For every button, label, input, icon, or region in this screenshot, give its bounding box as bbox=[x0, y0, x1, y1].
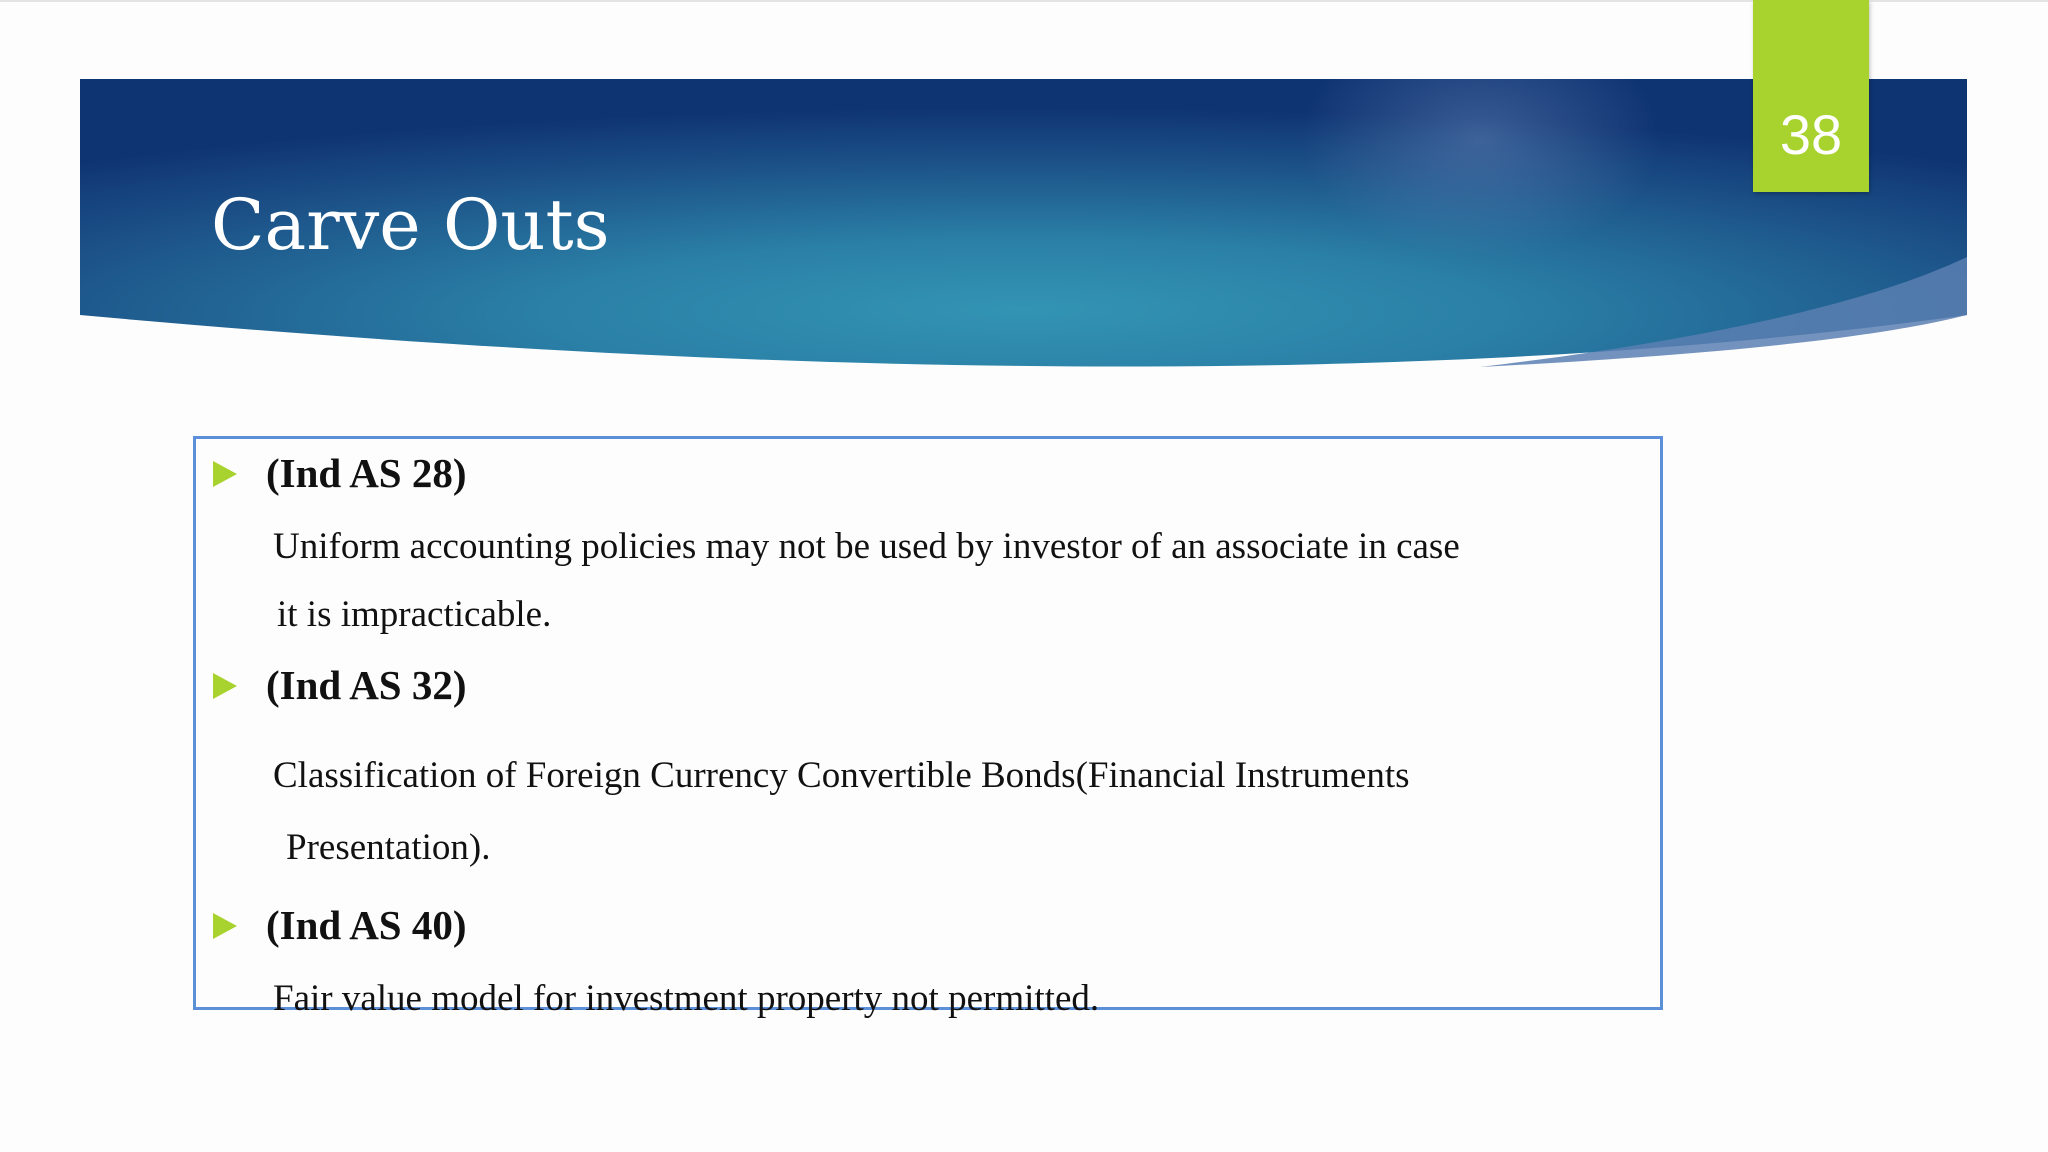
bullet-arrow-icon bbox=[213, 461, 237, 487]
slide-number-tab bbox=[1753, 0, 1869, 192]
top-divider bbox=[0, 0, 2048, 2]
item-heading: (Ind AS 40) bbox=[266, 902, 467, 948]
item-text-line: Fair value model for investment property not permitted. bbox=[273, 978, 1100, 1019]
slide-title: Carve Outs bbox=[211, 184, 610, 266]
item-text-line: Classification of Foreign Currency Convertible Bonds(Financial Instruments bbox=[273, 755, 1410, 796]
item-heading: (Ind AS 28) bbox=[266, 450, 467, 496]
bullet-arrow-icon bbox=[213, 673, 237, 699]
item-text-line: it is impracticable. bbox=[277, 594, 552, 635]
item-text-line: Presentation). bbox=[286, 827, 491, 868]
item-heading: (Ind AS 32) bbox=[266, 662, 467, 708]
item-text-line: Uniform accounting policies may not be used by investor of an associate in case bbox=[273, 526, 1460, 567]
slide-number: 38 bbox=[1779, 103, 1843, 166]
bullet-arrow-icon bbox=[213, 913, 237, 939]
